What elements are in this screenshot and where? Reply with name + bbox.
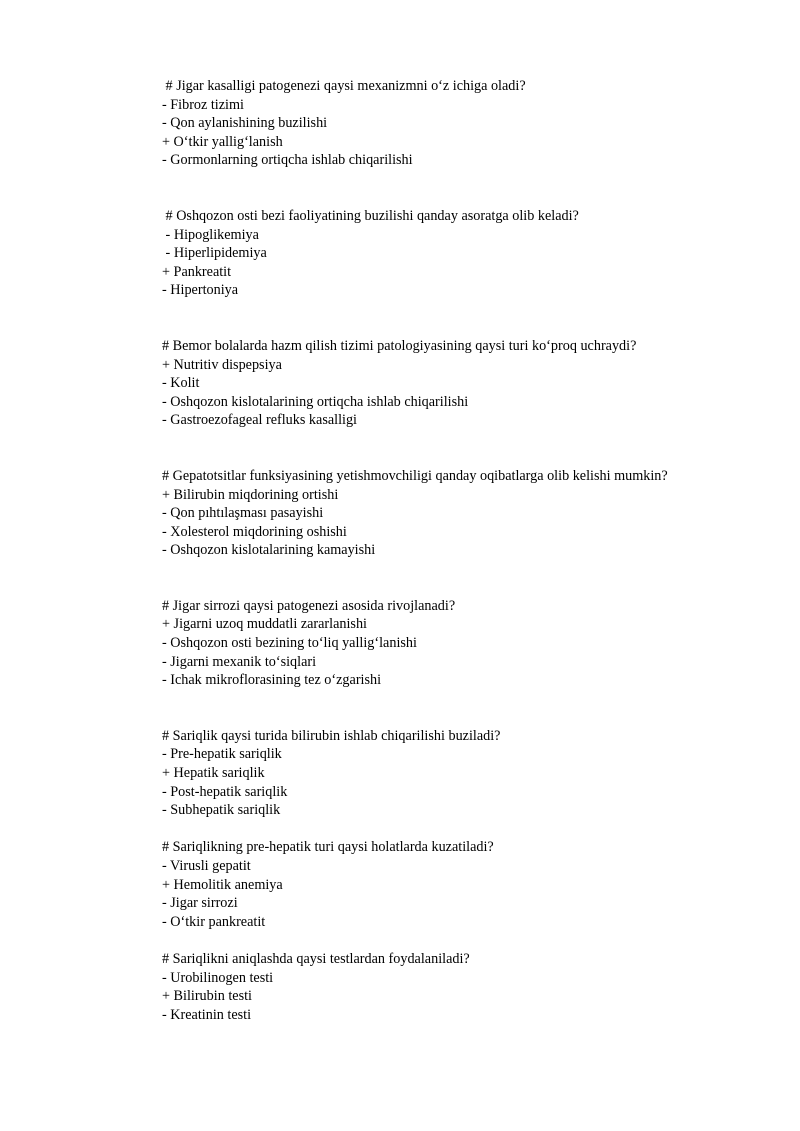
answer-option: - Subhepatik sariqlik bbox=[162, 802, 281, 819]
answer-option: - Hiperlipidemiya bbox=[162, 245, 267, 262]
answer-option: - Kolit bbox=[162, 375, 200, 392]
question-text: # Sariqlikning pre-hepatik turi qaysi holatlarda kuzatiladi? bbox=[162, 839, 494, 856]
answer-option: - Qon aylanishining buzilishi bbox=[162, 115, 328, 132]
answer-option: - Post-hepatik sariqlik bbox=[162, 783, 288, 800]
answer-option: - Hipoglikemiya bbox=[162, 226, 259, 243]
answer-option: + Pankreatit bbox=[162, 263, 232, 280]
document-content bbox=[162, 77, 762, 1024]
question-text: # Gepatotsitlar funksiyasining yetishmovchiligi qanday oqibatlarga olib kelishi mumkin? bbox=[162, 467, 668, 484]
answer-option: - Jigar sirrozi bbox=[162, 895, 238, 912]
spacer bbox=[162, 560, 762, 597]
answer-option: + Jigarni uzoq muddatli zararlanishi bbox=[162, 616, 367, 633]
spacer bbox=[162, 300, 762, 337]
answer-option: - Hipertoniya bbox=[162, 282, 239, 299]
question-text: # Sariqlikni aniqlashda qaysi testlardan foydalaniladi? bbox=[162, 950, 470, 967]
question-block bbox=[162, 727, 762, 820]
answer-option: - Jigarni mexanik to‘siqlari bbox=[162, 653, 317, 670]
question-block bbox=[162, 207, 762, 300]
answer-option: - Oshqozon kislotalarining kamayishi bbox=[162, 542, 376, 559]
answer-option: - O‘tkir pankreatit bbox=[162, 913, 266, 930]
answer-option: - Gastroezofageal refluks kasalligi bbox=[162, 412, 357, 429]
answer-option: + Bilirubin miqdorining ortishi bbox=[162, 486, 339, 503]
spacer bbox=[162, 820, 762, 839]
answer-option: - Ichak mikroflorasining tez o‘zgarishi bbox=[162, 672, 382, 689]
spacer bbox=[162, 430, 762, 467]
answer-option: - Oshqozon kislotalarining ortiqcha ishlab chiqarilishi bbox=[162, 393, 469, 410]
answer-option: + O‘tkir yallig‘lanish bbox=[162, 133, 283, 150]
question-block bbox=[162, 467, 762, 560]
question-text: # Oshqozon osti bezi faoliyatining buzilishi qanday asoratga olib keladi? bbox=[162, 207, 579, 224]
question-text: # Jigar sirrozi qaysi patogenezi asosida rivojlanadi? bbox=[162, 597, 456, 614]
answer-option: + Hepatik sariqlik bbox=[162, 765, 265, 782]
spacer bbox=[162, 170, 762, 207]
answer-option: - Xolesterol miqdorining oshishi bbox=[162, 523, 347, 540]
question-text: # Bemor bolalarda hazm qilish tizimi patologiyasining qaysi turi ko‘proq uchraydi? bbox=[162, 337, 637, 354]
question-text: # Sariqlik qaysi turida bilirubin ishlab chiqarilishi buziladi? bbox=[162, 727, 501, 744]
answer-option: + Hemolitik anemiya bbox=[162, 876, 283, 893]
question-block bbox=[162, 597, 762, 690]
answer-option: - Gormonlarning ortiqcha ishlab chiqarilishi bbox=[162, 152, 413, 169]
answer-option: - Fibroz tizimi bbox=[162, 96, 244, 113]
answer-option: - Oshqozon osti bezining to‘liq yallig‘lanishi bbox=[162, 635, 417, 652]
question-block bbox=[162, 950, 762, 1024]
question-text: # Jigar kasalligi patogenezi qaysi mexanizmni o‘z ichiga oladi? bbox=[162, 78, 526, 94]
question-block bbox=[162, 838, 762, 931]
question-block bbox=[162, 77, 762, 170]
answer-option: - Urobilinogen testi bbox=[162, 969, 274, 986]
answer-option: + Nutritiv dispepsiya bbox=[162, 356, 282, 373]
answer-option: - Pre-hepatik sariqlik bbox=[162, 746, 282, 763]
answer-option: - Qon pıhtılaşması pasayishi bbox=[162, 505, 324, 522]
question-block bbox=[162, 337, 762, 430]
answer-option: - Kreatinin testi bbox=[162, 1006, 252, 1023]
spacer bbox=[162, 690, 762, 727]
answer-option: - Virusli gepatit bbox=[162, 858, 251, 874]
answer-option: + Bilirubin testi bbox=[162, 988, 252, 1005]
spacer bbox=[162, 931, 762, 950]
